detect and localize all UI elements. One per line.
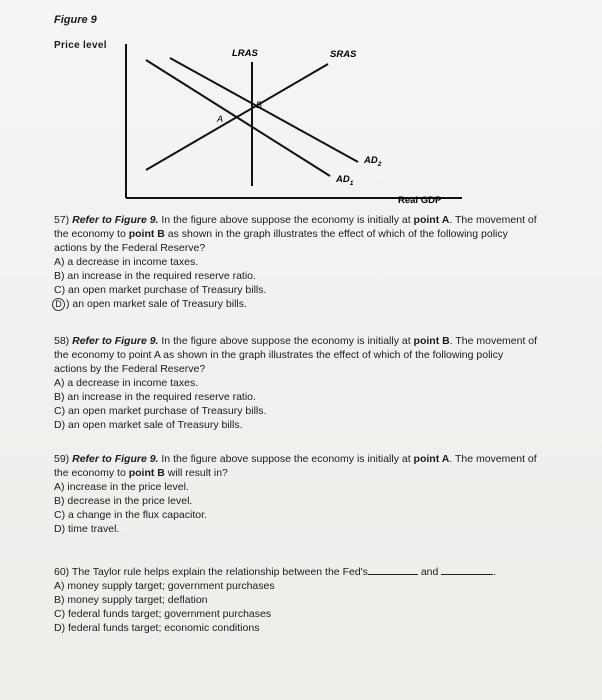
figure-9-graph [0, 0, 602, 215]
figure-reference: Refer to Figure 9. [72, 453, 159, 465]
figure-reference: Refer to Figure 9. [72, 335, 159, 347]
ad1-curve [146, 60, 330, 176]
option-c: C) a change in the flux capacitor. [54, 509, 207, 521]
option-c: C) federal funds target; government purchases [54, 608, 272, 620]
x-axis-label: Real GDP [398, 195, 442, 206]
option-a: A) a decrease in income taxes. [54, 377, 199, 389]
point-a-label: A [217, 114, 224, 124]
y-axis-label: Price level [54, 40, 107, 51]
point-b-label: B [256, 100, 263, 110]
ad1-label: $AD_1$ [336, 174, 354, 187]
option-b: B) an increase in the required reserve ratio. [54, 391, 256, 403]
question-number: 57) [54, 214, 70, 226]
option-a: A) increase in the price level. [54, 481, 189, 493]
lras-label: LRAS [232, 48, 258, 59]
option-c: C) an open market purchase of Treasury bills. [54, 284, 267, 296]
question-number: 59) [54, 453, 70, 465]
option-d: D) an open market sale of Treasury bills. [54, 419, 243, 431]
option-b: B) decrease in the price level. [54, 495, 193, 507]
figure-reference: Refer to Figure 9. [72, 214, 159, 226]
figure-title: Figure 9 [54, 14, 97, 26]
ad2-label: $AD_2$ [364, 155, 382, 168]
option-a: A) a decrease in income taxes. [54, 256, 199, 268]
selected-answer-circle: D [52, 298, 65, 311]
option-b: B) an increase in the required reserve ratio. [54, 270, 256, 282]
option-d: D) federal funds target; economic conditions [54, 622, 260, 634]
ad2-curve [170, 58, 358, 162]
sras-label: SRAS [330, 49, 357, 60]
question-58: 58) Refer to Figure 9. In the figure above suppose the economy is initially at point B. The movement of the economy to point A as shown in the graph illustrates the effect of which of the following policy actions by the Federal Reserve? A) a decrease in income taxes. B) an increase in the required reserve ratio. C) an open market purchase of Treasury bills. D) an open market sale of Treasury bills. [54, 334, 594, 432]
question-57: 57) Refer to Figure 9. In the figure above suppose the economy is initially at point A. The movement of the economy to point B as shown in the graph illustrates the effect of which of the following policy actions by the Federal Reserve? A) a decrease in income taxes. B) an increase in the required reserve ratio. C) an open market purchase of Treasury bills. D ) an open market sale of Treasury bills. [54, 213, 594, 311]
option-a: A) money supply target; government purchases [54, 580, 275, 592]
question-number: 58) [54, 335, 70, 347]
option-b: B) money supply target; deflation [54, 594, 208, 606]
option-d: D) time travel. [54, 523, 120, 535]
question-60: 60) The Taylor rule helps explain the relationship between the Fed's and . A) money supply target; government purchases B) money supply target; deflation C) federal funds target; government purchases D) federal funds target; economic conditions [54, 564, 594, 635]
option-c: C) an open market purchase of Treasury bills. [54, 405, 267, 417]
answer-blank-1 [368, 564, 418, 575]
question-59: 59) Refer to Figure 9. In the figure above suppose the economy is initially at point A. The movement of the economy to point B will result in? A) increase in the price level. B) decrease in the price level. C) a change in the flux capacitor. D) time travel. [54, 452, 594, 536]
option-d-selected: D ) an open market sale of Treasury bills. [54, 297, 594, 311]
answer-blank-2 [441, 564, 493, 575]
question-number: 60) [54, 566, 70, 578]
